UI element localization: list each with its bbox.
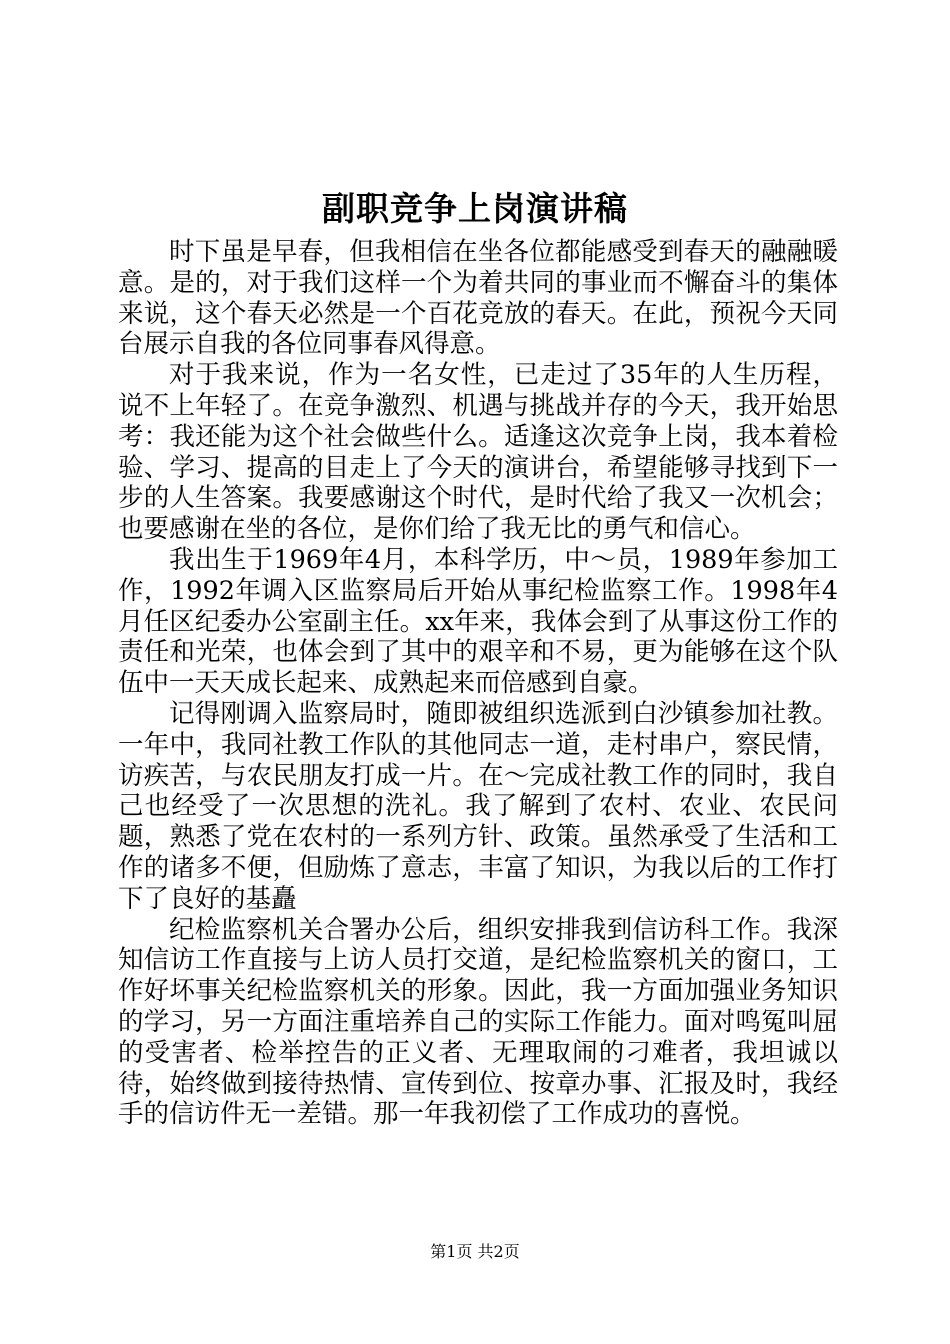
paragraph-3: 我出生于1969年4月，本科学历，中～员，1989年参加工作，1992年调入区监察局后开始从事纪检监察工作。1998年4月任区纪委办公室副主任。xx年来，我体会到了从事这份工作的责任和光荣，也体会到了其中的艰辛和不易，更为能够在这个队伍中一天天成长起来、成熟起来而倍感到自豪。 bbox=[118, 544, 838, 699]
paragraph-1: 时下虽是早春，但我相信在坐各位都能感受到春天的融融暖意。是的，对于我们这样一个为着共同的事业而不懈奋斗的集体来说，这个春天必然是一个百花竞放的春天。在此，预祝今天同台展示自我的各位同事春风得意。 bbox=[118, 237, 838, 360]
paragraph-4: 记得刚调入监察局时，随即被组织选派到白沙镇参加社教。一年中，我同社教工作队的其他同志一道，走村串户，察民情，访疾苦，与农民朋友打成一片。在～完成社教工作的同时，我自己也经受了一次思想的洗礼。我了解到了农村、农业、农民问题，熟悉了党在农村的一系列方针、政策。虽然承受了生活和工作的诸多不便，但励炼了意志，丰富了知识，为我以后的工作打下了良好的基矗 bbox=[118, 698, 838, 914]
page-number-footer: 第1页 共2页 bbox=[430, 1242, 520, 1261]
document-body bbox=[118, 237, 838, 1130]
document-title: 副职竞争上岗演讲稿 bbox=[322, 189, 628, 228]
paragraph-2: 对于我来说，作为一名女性，已走过了35年的人生历程，说不上年轻了。在竞争激烈、机遇与挑战并存的今天，我开始思考：我还能为这个社会做些什么。适逢这次竞争上岗，我本着检验、学习、提高的目走上了今天的演讲台，希望能够寻找到下一步的人生答案。我要感谢这个时代，是时代给了我又一次机会；也要感谢在坐的各位，是你们给了我无比的勇气和信心。 bbox=[118, 360, 838, 545]
paragraph-5: 纪检监察机关合署办公后，组织安排我到信访科工作。我深知信访工作直接与上访人员打交道，是纪检监察机关的窗口，工作好坏事关纪检监察机关的形象。因此，我一方面加强业务知识的学习，另一方面注重培养自己的实际工作能力。面对鸣冤叫屈的受害者、检举控告的正义者、无理取闹的刁难者，我坦诚以待，始终做到接待热情、宣传到位、按章办事、汇报及时，我经手的信访件无一差错。那一年我初偿了工作成功的喜悦。 bbox=[118, 914, 838, 1130]
